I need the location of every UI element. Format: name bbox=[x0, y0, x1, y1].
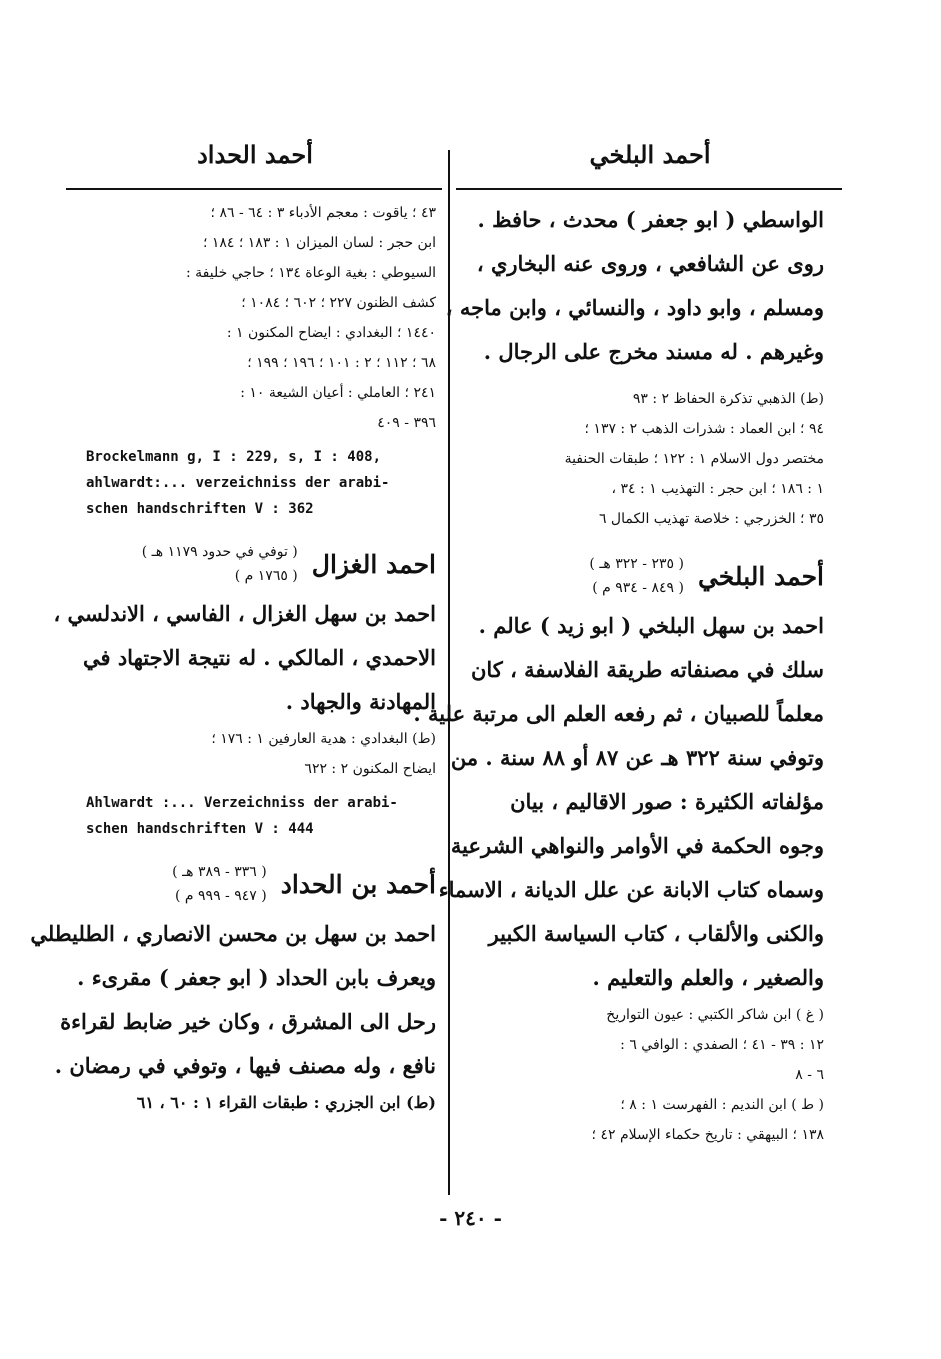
references-block bbox=[462, 1000, 824, 1150]
reference-line: ٣٥ ؛ الخزرجي : خلاصة تهذيب الكمال ٦ bbox=[598, 511, 824, 527]
text-line: والصغير ، والعلم والتعليم . bbox=[592, 965, 824, 990]
entry-dates bbox=[589, 552, 684, 600]
reference-line: ٦ - ٨ bbox=[795, 1067, 824, 1083]
dates-hijri: ( توفي في حدود ١١٧٩ هـ ) bbox=[141, 544, 298, 560]
reference-line: ٦٨ ؛ ١١٢ ؛ ٢ : ١٠١ ؛ ١٩٦ ؛ ١٩٩ ؛ bbox=[247, 355, 436, 371]
latin-line: Ahlwardt :... Verzeichniss der arabi- bbox=[86, 795, 398, 811]
reference-line: ٣٩٦ - ٤٠٩ bbox=[377, 415, 436, 431]
right-column bbox=[413, 198, 824, 1150]
latin-line: ahlwardt:... verzeichniss der arabi- bbox=[86, 475, 390, 491]
text-line: المهادنة والجهاد . bbox=[285, 689, 436, 714]
latin-line: schen handschriften V : 444 bbox=[86, 821, 314, 837]
entry-name: أحمد بن الحداد bbox=[280, 869, 436, 899]
text-line: والكنى والألقاب ، كتاب السياسة الكبير bbox=[488, 921, 824, 946]
references-block bbox=[86, 724, 436, 784]
reference-line: ابن حجر : لسان الميزان ١ : ١٨٣ ؛ ١٨٤ ؛ bbox=[202, 235, 436, 251]
entry-body-text bbox=[30, 912, 436, 1118]
latin-reference bbox=[86, 790, 436, 842]
reference-line: مختصر دول الاسلام ١ : ١٢٢ ؛ طبقات الحنفية bbox=[564, 451, 824, 467]
text-line: روى عن الشافعي ، وروى عنه البخاري ، bbox=[476, 251, 824, 276]
reference-line: ١٢ : ٣٩ - ٤١ ؛ الصفدي : الوافي ٦ : bbox=[620, 1037, 824, 1053]
text-line: الاحمدي ، المالكي . له نتيجة الاجتهاد في bbox=[82, 645, 436, 670]
text-line: رحل الى المشرق ، وكان خير ضابط لقراءة bbox=[60, 1009, 436, 1034]
reference-line: ايضاح المكنون ٢ : ٦٢٢ bbox=[304, 761, 436, 777]
entry-heading bbox=[462, 552, 824, 600]
reference-line: السيوطي : بغية الوعاة ١٣٤ ؛ حاجي خليفة : bbox=[185, 265, 436, 281]
text-line: سلك في مصنفاته طريقة الفلاسفة ، كان bbox=[470, 657, 824, 682]
references-block bbox=[462, 384, 824, 534]
text-line: معلماً للصبيان ، ثم رفعه العلم الى مرتبة علية . bbox=[413, 701, 824, 726]
text-line: وغيرهم . له مسند مخرج على الرجال . bbox=[483, 339, 824, 364]
entry-body-text bbox=[53, 592, 436, 724]
reference-line: (ط) البغدادي : هدية العارفين ١ : ١٧٦ ؛ bbox=[211, 731, 436, 747]
text-line: احمد بن سهل بن محسن الانصاري ، الطليطلي bbox=[30, 921, 436, 946]
reference-line: ١٤٤٠ ؛ البغدادي : ايضاح المكنون ١ : bbox=[226, 325, 436, 341]
reference-line: كشف الظنون ٢٢٧ ؛ ٦٠٢ ؛ ١٠٨٤ ؛ bbox=[241, 295, 436, 311]
latin-line: schen handschriften V : 362 bbox=[86, 501, 314, 517]
dates-hijri: ( ٣٣٦ - ٣٨٩ هـ ) bbox=[172, 864, 267, 880]
text-line: وسماه كتاب الابانة عن علل الديانة ، الاسماء bbox=[438, 877, 824, 902]
reference-line: ٢٤١ ؛ العاملي : أعيان الشيعة ١٠ : bbox=[240, 385, 436, 401]
reference-line: ٤٣ ؛ ياقوت : معجم الأدباء ٣ : ٦٤ - ٨٦ ؛ bbox=[210, 205, 436, 221]
dates-gregorian: ( ٩٤٧ - ٩٩٩ م ) bbox=[175, 888, 267, 904]
text-line: وجوه الحكمة في الأوامر والنواهي الشرعية bbox=[450, 833, 824, 858]
dates-gregorian: ( ٨٤٩ - ٩٣٤ م ) bbox=[592, 580, 684, 596]
text-line: ومسلم ، وابو داود ، والنسائي ، وابن ماجه ، bbox=[445, 295, 824, 320]
running-header-left: أحمد الحداد bbox=[197, 140, 313, 169]
latin-reference bbox=[86, 444, 436, 522]
entry-name: أحمد البلخي bbox=[697, 561, 824, 591]
text-line: نافع ، وله مصنف فيها ، وتوفي في رمضان . bbox=[54, 1053, 436, 1078]
reference-line: ٩٤ ؛ ابن العماد : شذرات الذهب ٢ : ١٣٧ ؛ bbox=[584, 421, 824, 437]
entry-body-text bbox=[413, 604, 824, 1000]
text-line: الواسطي ( ابو جعفر ) محدث ، حافظ . bbox=[477, 207, 824, 232]
running-header-right: أحمد البلخي bbox=[589, 140, 711, 169]
entry-heading bbox=[86, 540, 436, 588]
entry-dates bbox=[142, 540, 298, 588]
text-line: احمد بن سهل البلخي ( ابو زيد ) عالم . bbox=[478, 613, 824, 638]
text-line: ويعرف بابن الحداد ( ابو جعفر ) مقرىء . bbox=[77, 965, 436, 990]
left-column bbox=[30, 198, 436, 1118]
text-line: مؤلفاته الكثيرة : صور الاقاليم ، بيان bbox=[510, 789, 824, 814]
reference-line: ١٣٨ ؛ البيهقي : تاريخ حكماء الإسلام ٤٢ ؛ bbox=[591, 1127, 824, 1143]
reference-line: ( ط ) ابن النديم : الفهرست ١ : ٨ ؛ bbox=[620, 1097, 824, 1113]
entry-heading bbox=[86, 860, 436, 908]
dates-gregorian: ( ١٧٦٥ م ) bbox=[234, 568, 298, 584]
text-line: وتوفي سنة ٣٢٢ هـ عن ٨٧ أو ٨٨ سنة . من bbox=[450, 745, 824, 770]
entry-name: احمد الغزال bbox=[311, 549, 436, 579]
latin-line: Brockelmann g, I : 229, s, I : 408, bbox=[86, 449, 382, 465]
reference-line: (ط) الذهبي تذكرة الحفاظ ٢ : ٩٣ bbox=[632, 391, 824, 407]
entry-body-text bbox=[445, 198, 824, 374]
text-line: احمد بن سهل الغزال ، الفاسي ، الاندلسي ، bbox=[53, 601, 436, 626]
header-rule-right bbox=[456, 188, 842, 190]
entry-dates bbox=[172, 860, 267, 908]
reference-line: ( غ ) ابن شاكر الكتبي : عيون التواريخ bbox=[606, 1007, 824, 1023]
dates-hijri: ( ٢٣٥ - ٣٢٢ هـ ) bbox=[589, 556, 684, 572]
reference-line: (ط) ابن الجزري : طبقات القراء ١ : ٦٠ ، ٦١ bbox=[136, 1093, 436, 1112]
references-block bbox=[86, 198, 436, 438]
reference-line: ١ : ١٨٦ ؛ ابن حجر : التهذيب ١ : ٣٤ ، bbox=[611, 481, 824, 497]
page-number: - ٢٤٠ - bbox=[439, 1206, 502, 1230]
header-rule-left bbox=[66, 188, 442, 190]
